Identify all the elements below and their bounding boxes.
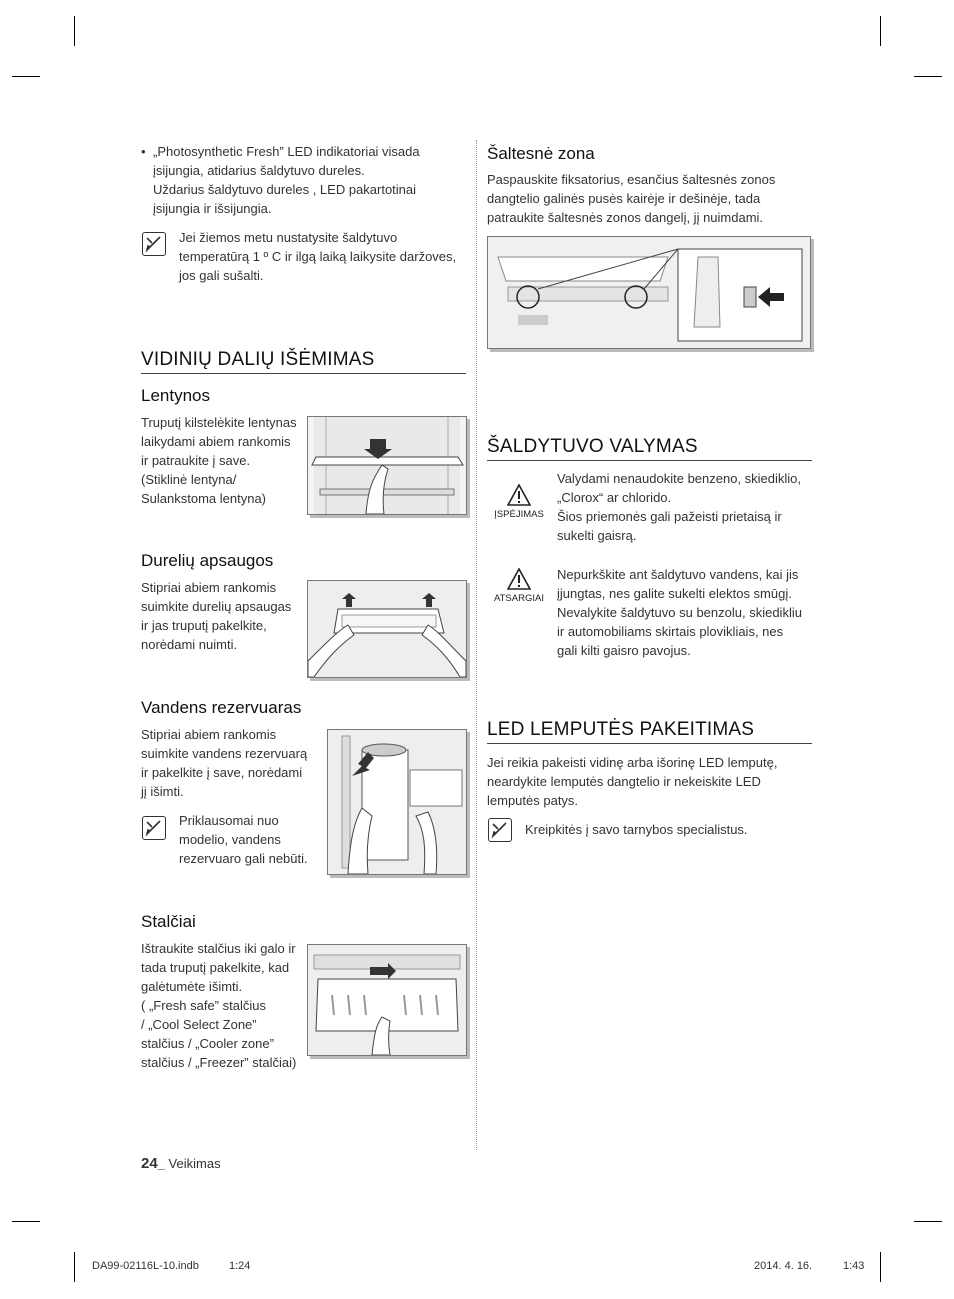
subheading-lentynos: Lentynos: [141, 386, 210, 405]
note-icon: [488, 818, 512, 842]
column-divider: [476, 140, 477, 1150]
print-date: 2014. 4. 16.: [754, 1260, 813, 1272]
warning-text: Valydami nenaudokite benzeno, skiediklio, „Clorox“ ar chlorido. Šios priemonės gali pažeisti prietaisą ir sukelti gaisrą.: [557, 471, 802, 543]
page-footer: [141, 1155, 221, 1172]
caution-icon: [507, 568, 531, 590]
bullet-text: „Photosynthetic Fresh” LED indikatoriai visada įsijungia, atidarius šaldytuvo dureles. Uždarius šaldytuvo dureles , LED pakartotinai įsijungia ir išsijungia.: [153, 144, 420, 216]
warning-block: [489, 484, 549, 520]
caution-text: Nepurkškite ant šaldytuvo vandens, kai jis įjungtas, nes galite sukelti elektos smūgį. Nevalykite šaldytuvo su benzolu, skiedikliu ir automobiliams skirtais plovikliais, nes gali kilti gaisro pavojus.: [557, 567, 802, 658]
saltesne-text: Paspauskite fiksatorius, esančius šaltesnės zonos dangtelio galinės pusės kairėje ir dešinėje, tada patraukite šaltesnės zonos dangelį, jį nuimdami.: [487, 172, 776, 225]
caution-label: ATSARGIAI: [494, 593, 544, 604]
section-title-led: LED LEMPUTĖS PAKEITIMAS: [487, 719, 812, 744]
subheading-dureliu: Durelių apsaugos: [141, 551, 274, 570]
vandens-text: Stipriai abiem rankomis suimkite vandens rezervuarą ir pakelkite į save, norėdami jį išimti.: [141, 727, 308, 799]
warning-label: ĮSPĖJIMAS: [494, 509, 544, 520]
section-title-vidiniu: VIDINIŲ DALIŲ IŠĖMIMAS: [141, 349, 466, 374]
door-guard-illustration: [307, 580, 467, 678]
shelf-illustration: [307, 416, 467, 515]
print-time: 1:43: [843, 1260, 865, 1272]
caution-block: [489, 568, 549, 604]
section-title-valymas: ŠALDYTUVO VALYMAS: [487, 436, 812, 461]
lentynos-text: Truputį kilstelėkite lentynas laikydami abiem rankomis ir patraukite į save. (Stiklinė lentyna/ Sulankstoma lentyna): [141, 415, 297, 506]
crop-mark: [74, 16, 75, 46]
note-icon: [142, 232, 166, 256]
crop-mark: [880, 1252, 881, 1282]
crop-mark: [12, 1221, 40, 1222]
crop-mark: [914, 76, 942, 77]
print-filename: DA99-02116L-10.indb: [92, 1260, 199, 1272]
subheading-vandens: Vandens rezervuaras: [141, 698, 302, 717]
cooler-zone-illustration: [487, 236, 811, 349]
page-number: 24: [141, 1155, 158, 1172]
note-icon: [142, 816, 166, 840]
led-note-text: Kreipkitės į savo tarnybos specialistus.: [525, 822, 748, 837]
drawer-illustration: [307, 944, 467, 1056]
bullet-marker: •: [141, 144, 146, 159]
crop-mark: [914, 1221, 942, 1222]
page-separator: _: [157, 1156, 165, 1171]
warning-icon: [507, 484, 531, 506]
subheading-stalciai: Stalčiai: [141, 912, 196, 931]
dureliu-text: Stipriai abiem rankomis suimkite durelių apsaugas ir jas truputį pakelkite, norėdami nuimti.: [141, 580, 292, 652]
stalciai-text: Ištraukite stalčius iki galo ir tada truputį pakelkite, kad galėtumėte išimti. ( „Fresh safe” stalčius / „Cool Select Zone” stalčius / „Cooler zone” stalčius / „Freezer” stalčiai): [141, 941, 297, 1070]
vandens-note-text: Priklausomai nuo modelio, vandens rezervuaro gali nebūti.: [179, 813, 308, 866]
water-tank-illustration: [327, 729, 467, 875]
print-page: 1:24: [229, 1260, 251, 1272]
crop-mark: [74, 1252, 75, 1282]
subheading-saltesne: Šaltesnė zona: [487, 144, 595, 163]
crop-mark: [12, 76, 40, 77]
section-name: Veikimas: [168, 1156, 221, 1171]
led-text: Jei reikia pakeisti vidinę arba išorinę LED lemputę, neardykite lemputės dangtelio ir nekeiskite LED lemputės patys.: [487, 755, 778, 808]
note-text: Jei žiemos metu nustatysite šaldytuvo temperatūrą 1 º C ir ilgą laiką laikysite daržoves, jos gali sušalti.: [179, 230, 457, 283]
crop-mark: [880, 16, 881, 46]
